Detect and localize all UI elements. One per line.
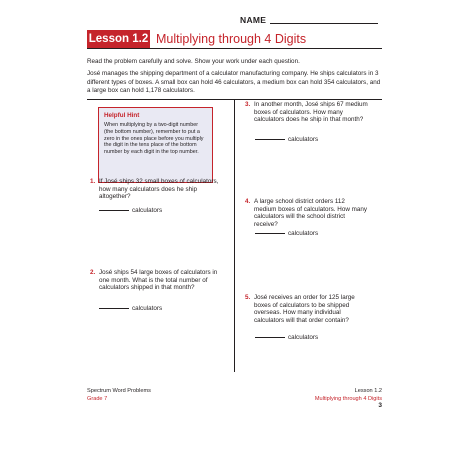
question-text: If José ships 32 small boxes of calculators, how many calculators does he ship altogether? (99, 178, 219, 201)
column-divider (234, 99, 235, 372)
footer-lesson-title: Multiplying through 4 Digits (314, 395, 382, 402)
question-5 (245, 294, 375, 324)
question-number: 3. (245, 101, 251, 108)
answer-1[interactable] (99, 207, 162, 214)
question-text: In another month, José ships 67 medium boxes of calculators. How many calculators does he ship in that month? (254, 101, 368, 124)
hint-title: Helpful Hint (104, 112, 140, 119)
instructions: Read the problem carefully and solve. Show your work under each question. (87, 58, 300, 65)
answer-unit: calculators (288, 136, 319, 143)
book-title: Spectrum Word Problems (87, 388, 151, 394)
answer-unit: calculators (288, 334, 319, 341)
answer-blank[interactable] (99, 308, 129, 309)
answer-blank[interactable] (255, 139, 285, 140)
question-number: 5. (245, 294, 251, 301)
answer-blank[interactable] (255, 337, 285, 338)
hint-text: When multiplying by a two-digit number (the bottom number), remember to put a zero in the ones place before you multiply the digit in the tens place of the bottom number by each digit in the top number. (104, 122, 204, 156)
question-text: José receives an order for 125 large boxes of calculators to be shipped overseas. How many individual calculators will that order contain? (254, 294, 355, 324)
lesson-badge: Lesson 1.2 (87, 30, 150, 48)
answer-4[interactable] (255, 230, 318, 237)
question-number: 4. (245, 198, 251, 205)
footer-lesson: Lesson 1.2 (354, 388, 382, 394)
answer-unit: calculators (288, 230, 319, 237)
answer-3[interactable] (255, 136, 318, 143)
lesson-title-bar (87, 30, 382, 50)
question-3 (245, 101, 375, 131)
answer-5[interactable] (255, 334, 318, 341)
title-rule (87, 48, 382, 49)
answer-blank[interactable] (255, 233, 285, 234)
page-number: 3 (378, 402, 382, 409)
name-label: NAME (240, 15, 267, 25)
name-line (270, 23, 378, 24)
question-4 (245, 198, 375, 228)
question-text: A large school district orders 112 medium boxes of calculators. How many calculators will the school district receive? (254, 198, 368, 228)
answer-unit: calculators (132, 305, 163, 312)
answer-blank[interactable] (99, 210, 129, 211)
helpful-hint-box (98, 107, 213, 183)
question-text: José ships 54 large boxes of calculators in one month. What is the total number of calculators shipped in that month? (99, 269, 218, 292)
grade-label: Grade 7 (87, 395, 108, 402)
footer-left (87, 388, 151, 403)
intro-paragraph: José manages the shipping department of a calculator manufacturing company. He ships calculators in 3 different types of boxes. A small box can hold 46 calculators, a medium box can hold 354 calculators, and a large box can hold 1,178 calculators. (87, 70, 381, 95)
question-number: 2. (90, 269, 96, 276)
answer-unit: calculators (132, 207, 163, 214)
question-2 (90, 269, 225, 299)
lesson-title: Multiplying through 4 Digits (156, 32, 307, 46)
question-1 (90, 178, 225, 208)
question-number: 1. (90, 178, 96, 185)
footer-right (280, 388, 382, 403)
answer-2[interactable] (99, 305, 162, 312)
